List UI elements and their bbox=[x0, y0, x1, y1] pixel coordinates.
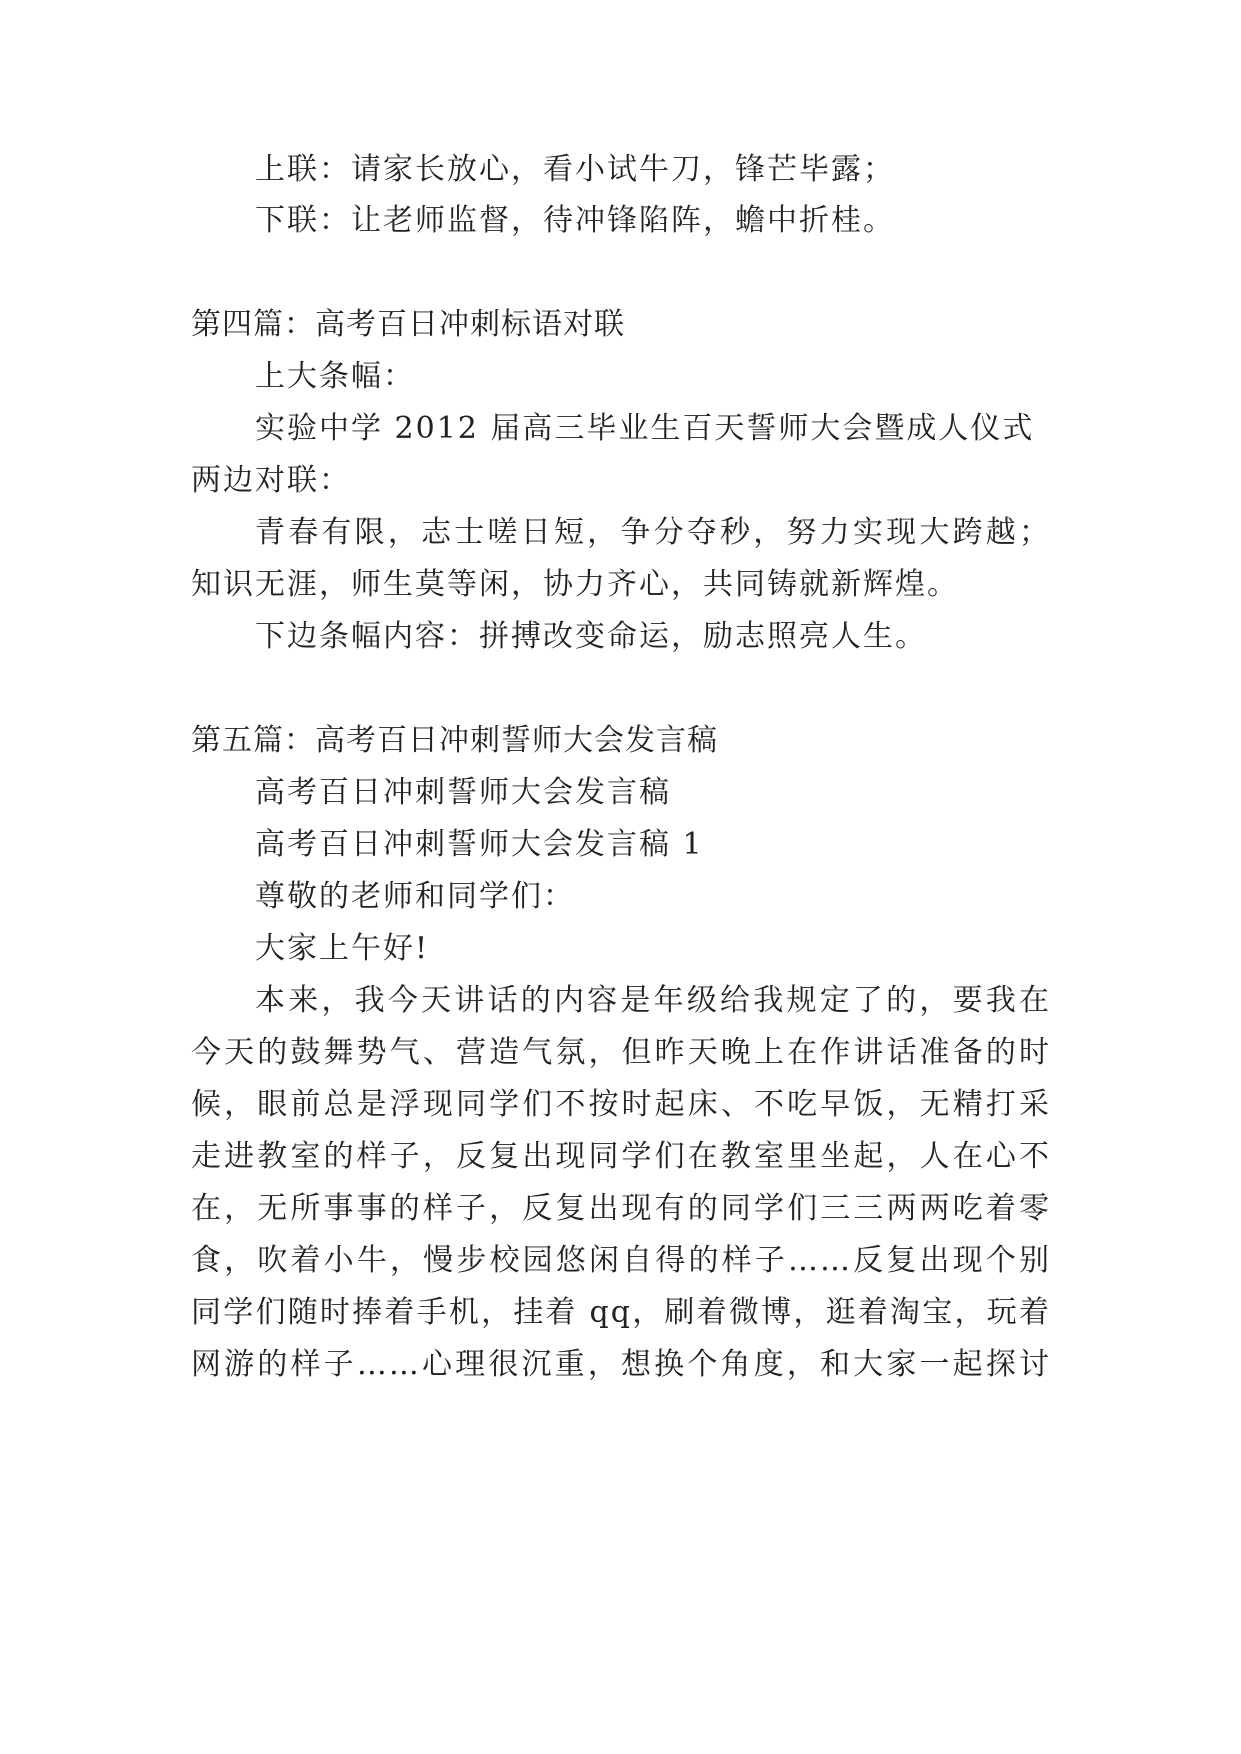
section4-couplet-line1: 青春有限，志士嗟日短，争分夺秒，努力实现大跨越； bbox=[255, 515, 1051, 550]
body-line: 走进教室的样子，反复出现同学们在教室里坐起，人在心不 bbox=[191, 1139, 1051, 1174]
section5-salutation: 尊敬的老师和同学们： bbox=[255, 879, 575, 914]
couplet-lower: 下联：让老师监督，待冲锋陷阵，蟾中折桂。 bbox=[255, 203, 895, 238]
section5-subtitle-numbered: 高考百日冲刺誓师大会发言稿 1 bbox=[255, 827, 704, 862]
body-line: 本来，我今天讲话的内容是年级给我规定了的，要我在 bbox=[255, 983, 1051, 1018]
section4-bottom-banner: 下边条幅内容：拼搏改变命运，励志照亮人生。 bbox=[255, 619, 927, 654]
section5-greeting: 大家上午好! bbox=[255, 931, 430, 966]
section5-title: 第五篇：高考百日冲刺誓师大会发言稿 bbox=[191, 723, 718, 758]
body-line: 同学们随时捧着手机，挂着 qq，刷着微博，逛着淘宝，玩着 bbox=[191, 1295, 1051, 1330]
section4-title: 第四篇：高考百日冲刺标语对联 bbox=[191, 307, 625, 342]
body-line: 网游的样子……心理很沉重，想换个角度，和大家一起探讨 bbox=[191, 1347, 1051, 1382]
couplet-upper: 上联：请家长放心，看小试牛刀，锋芒毕露； bbox=[255, 152, 895, 187]
body-line: 在，无所事事的样子，反复出现有的同学们三三两两吃着零 bbox=[191, 1191, 1051, 1226]
body-line: 候，眼前总是浮现同学们不按时起床、不吃早饭，无精打采 bbox=[191, 1087, 1051, 1122]
section4-banner-label: 上大条幅： bbox=[255, 359, 415, 394]
section5-subtitle: 高考百日冲刺誓师大会发言稿 bbox=[255, 775, 671, 810]
section4-couplet-label: 两边对联： bbox=[191, 463, 351, 498]
section4-couplet-line2: 知识无涯，师生莫等闲，协力齐心，共同铸就新辉煌。 bbox=[191, 567, 959, 602]
body-line: 今天的鼓舞势气、营造气氛，但昨天晚上在作讲话准备的时 bbox=[191, 1035, 1051, 1070]
section4-banner-text: 实验中学 2012 届高三毕业生百天誓师大会暨成人仪式 bbox=[255, 411, 1035, 446]
body-line: 食，吹着小牛，慢步校园悠闲自得的样子……反复出现个别 bbox=[191, 1243, 1051, 1278]
